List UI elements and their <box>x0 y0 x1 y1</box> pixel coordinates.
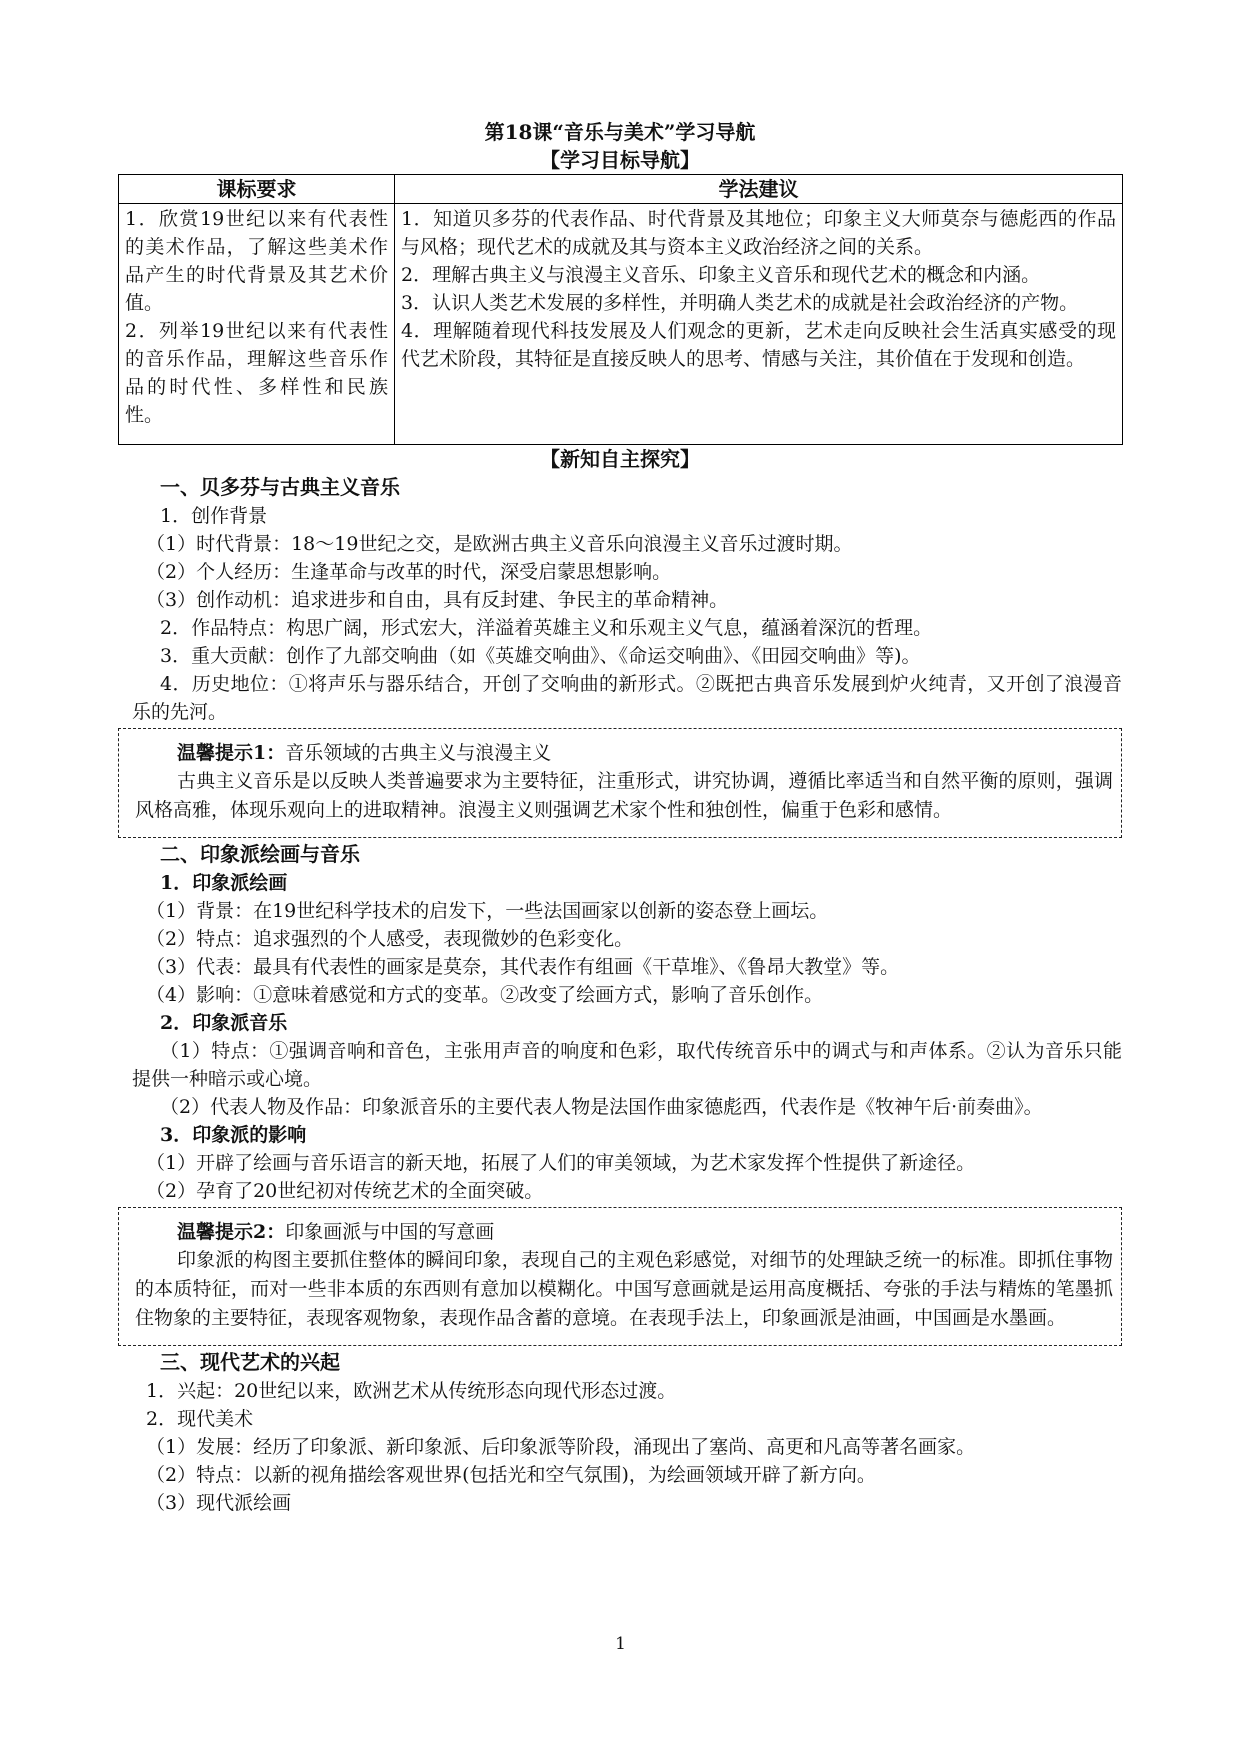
goals-header-standard: 课标要求 <box>119 175 395 204</box>
section2-subheading: 2．印象派音乐 <box>160 1012 288 1034</box>
section2-subitem: （3）代表：最具有代表性的画家是莫奈，其代表作有组画《干草堆》、《鲁昂大教堂》等。 <box>146 956 900 978</box>
section2-subheading: 1．印象派绘画 <box>160 872 288 894</box>
section1-item: 3．重大贡献：创作了九部交响曲（如《英雄交响曲》、《命运交响曲》、《田园交响曲》等)。 <box>160 645 921 667</box>
section1-item: 2．作品特点：构思广阔，形式宏大，洋溢着英雄主义和乐观主义气息，蕴涵着深沉的哲理。 <box>160 617 933 639</box>
section3-subitem: （3）现代派绘画 <box>146 1492 292 1514</box>
tip-body: 印象派的构图主要抓住整体的瞬间印象，表现自己的主观色彩感觉，对细节的处理缺乏统一的标准。即抓住事物的本质特征，而对一些非本质的东西则有意加以模糊化。中国写意画就是运用高度概括、夸张的手法与精炼的笔墨抓住物象的主要特征，表现客观物象，表现作品含蓄的意境。在表现手法上，印象画派是油画，中国画是水墨画。 <box>135 1249 1113 1329</box>
goals-header-advice: 学法建议 <box>395 175 1123 204</box>
tip-box-2 <box>118 1207 1122 1346</box>
advice-item: 1．知道贝多芬的代表作品、时代背景及其地位；印象主义大师莫奈与德彪西的作品与风格；现代艺术的成就及其与资本主义政治经济之间的关系。 <box>401 208 1116 258</box>
tip-header <box>135 1218 1113 1246</box>
tip-box-1 <box>118 728 1122 838</box>
standard-cell <box>119 204 395 445</box>
page-content <box>118 118 1122 1517</box>
section3-subitem: （1）发展：经历了印象派、新印象派、后印象派等阶段，涌现出了塞尚、高更和凡高等著名画家。 <box>146 1436 976 1458</box>
goals-table <box>118 174 1123 445</box>
tip-label: 温馨提示2： <box>177 1221 286 1243</box>
tip-label: 温馨提示1： <box>177 742 286 764</box>
tip-header <box>135 739 1113 767</box>
tip-topic: 印象画派与中国的写意画 <box>285 1221 495 1243</box>
section1-heading: 一、贝多芬与古典主义音乐 <box>160 475 400 499</box>
goals-table-row <box>119 204 1123 445</box>
page-number: 1 <box>615 1634 626 1654</box>
advice-item: 4．理解随着现代科技发展及人们观念的更新，艺术走向反映社会生活真实感受的现代艺术阶段，其特征是直接反映人的思考、情感与关注，其价值在于发现和创造。 <box>401 320 1116 370</box>
lesson-title: 第18课“音乐与美术”学习导航 <box>484 120 756 144</box>
section2-subitem: （4）影响：①意味着感觉和方式的变革。②改变了绘画方式，影响了音乐创作。 <box>146 984 824 1006</box>
standard-item: 1．欣赏19世纪以来有代表性的美术作品，了解这些美术作品产生的时代背景及其艺术价值。 <box>125 208 388 314</box>
section2-subheading: 3．印象派的影响 <box>160 1124 307 1146</box>
section1-item: 1．创作背景 <box>160 505 268 527</box>
section2-subitem: （2）代表人物及作品：印象派音乐的主要代表人物是法国作曲家德彪西，代表作是《牧神午后·前奏曲》。 <box>160 1096 1043 1118</box>
goals-table-header-row <box>119 175 1123 204</box>
goals-heading: 【学习目标导航】 <box>540 148 700 172</box>
section3-item: 1．兴起：20世纪以来，欧洲艺术从传统形态向现代形态过渡。 <box>146 1380 677 1402</box>
section3-subitem: （2）特点：以新的视角描绘客观世界(包括光和空气氛围)，为绘画领域开辟了新方向。 <box>146 1464 876 1486</box>
section1-subitem: （2）个人经历：生逢革命与改革的时代，深受启蒙思想影响。 <box>146 561 672 583</box>
section2-subitem: （2）特点：追求强烈的个人感受，表现微妙的色彩变化。 <box>146 928 634 950</box>
section1-subitem: （1）时代背景：18～19世纪之交，是欧洲古典主义音乐向浪漫主义音乐过渡时期。 <box>146 533 853 555</box>
section2-subitem: （1）背景：在19世纪科学技术的启发下，一些法国画家以创新的姿态登上画坛。 <box>146 900 829 922</box>
section1-item: 4．历史地位：①将声乐与器乐结合，开创了交响曲的新形式。②既把古典音乐发展到炉火纯青，又开创了浪漫音乐的先河。 <box>132 673 1122 723</box>
section3-heading: 三、现代艺术的兴起 <box>160 1350 340 1374</box>
tip-topic: 音乐领域的古典主义与浪漫主义 <box>285 742 552 764</box>
advice-cell <box>395 204 1123 445</box>
advice-item: 3．认识人类艺术发展的多样性，并明确人类艺术的成就是社会政治经济的产物。 <box>401 292 1079 314</box>
standard-item: 2．列举19世纪以来有代表性的音乐作品，理解这些音乐作品的时代性、多样性和民族性。 <box>125 320 388 426</box>
tip-body: 古典主义音乐是以反映人类普遍要求为主要特征，注重形式，讲究协调，遵循比率适当和自然平衡的原则，强调风格高雅，体现乐观向上的进取精神。浪漫主义则强调艺术家个性和独创性，偏重于色彩和感情。 <box>135 770 1113 821</box>
explore-heading: 【新知自主探究】 <box>540 447 700 471</box>
section3-item: 2．现代美术 <box>146 1408 254 1430</box>
section2-subitem: （2）孕育了20世纪初对传统艺术的全面突破。 <box>146 1180 544 1202</box>
section2-heading: 二、印象派绘画与音乐 <box>160 842 360 866</box>
advice-item: 2．理解古典主义与浪漫主义音乐、印象主义音乐和现代艺术的概念和内涵。 <box>401 264 1041 286</box>
section2-subitem: （1）特点：①强调音响和音色，主张用声音的响度和色彩，取代传统音乐中的调式与和声体系。②认为音乐只能提供一种暗示或心境。 <box>132 1040 1122 1090</box>
section2-subitem: （1）开辟了绘画与音乐语言的新天地，拓展了人们的审美领域，为艺术家发挥个性提供了新途径。 <box>146 1152 976 1174</box>
section1-subitem: （3）创作动机：追求进步和自由，具有反封建、争民主的革命精神。 <box>146 589 729 611</box>
